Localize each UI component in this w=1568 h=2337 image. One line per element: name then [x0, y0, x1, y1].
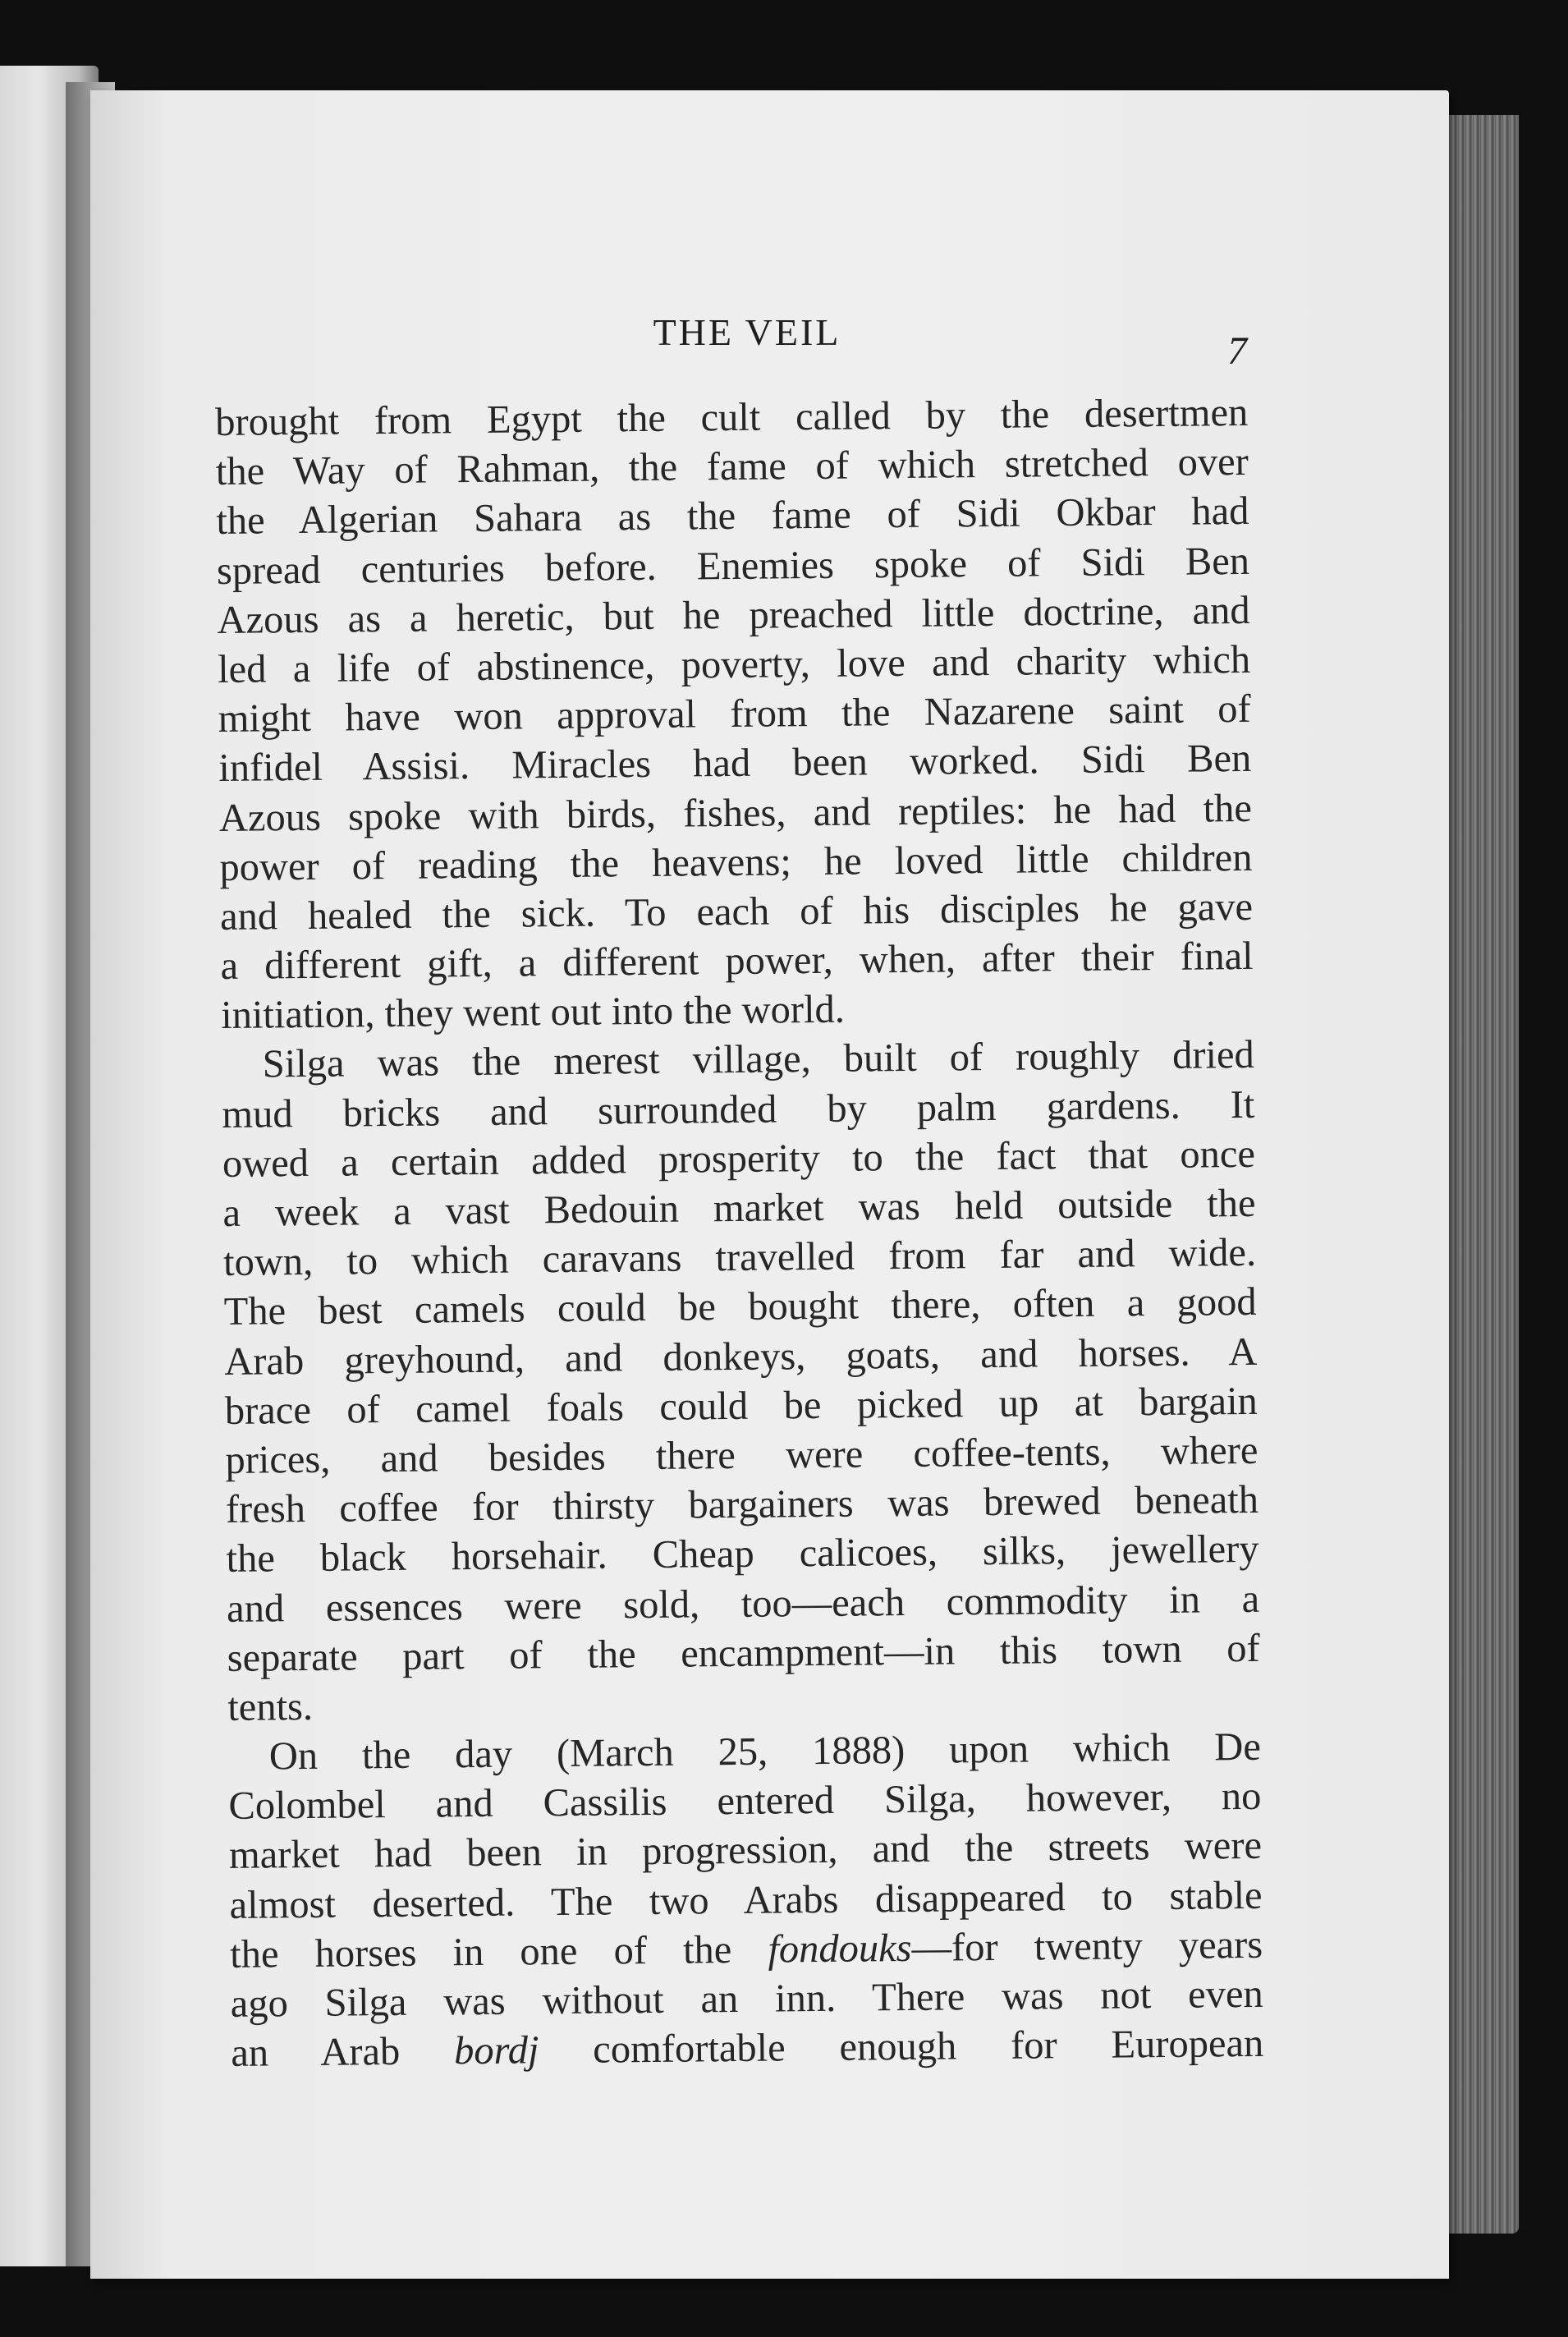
text-line: and healed the sick. To each of his disciples he gave — [219, 884, 1254, 939]
text-line: The best camels could be bought there, often a good — [223, 1280, 1257, 1334]
running-head: THE VEIL — [653, 311, 841, 353]
text-line: Colombel and Cassilis entered Silga, however, no — [228, 1775, 1262, 1829]
book-page — [90, 90, 1449, 2279]
italic-word: fondouks — [768, 1926, 912, 1972]
text-line: might have won approval from the Nazarene saint of — [218, 687, 1251, 742]
body-text — [215, 388, 1264, 2078]
italic-word: bordj — [453, 2028, 539, 2073]
text-line: brace of camel foals could be picked up at bargain — [224, 1379, 1259, 1433]
text-line: owed a certain added prosperity to the fact that once — [222, 1132, 1256, 1186]
text-line: ago Silga was without an inn. There was not even — [230, 1972, 1263, 2026]
text-line: mud bricks and surrounded by palm gardens. It — [222, 1082, 1255, 1136]
text-line: a week a vast Bedouin market was held outside the — [222, 1181, 1256, 1235]
text-segment: —for twenty years — [911, 1922, 1263, 1970]
text-line: the black horsehair. Cheap calicoes, silks, jewellery — [226, 1527, 1259, 1582]
text-line: market had been in progression, and the streets were — [228, 1824, 1263, 1878]
paragraph-3 — [228, 1723, 1264, 2078]
text-line: tents. — [227, 1684, 314, 1729]
text-line: prices, and besides there were coffee-tents, where — [225, 1428, 1259, 1482]
text-line: power of reading the heavens; he loved little children — [219, 835, 1253, 889]
text-segment: an Arab — [231, 2029, 455, 2076]
text-line: led a life of abstinence, poverty, love and charity which — [217, 637, 1251, 691]
text-line: separate part of the encampment—in this town of — [227, 1626, 1260, 1680]
text-line: spread centuries before. Enemies spoke of Sidi Ben — [216, 539, 1250, 593]
text-line: Silga was the merest village, built of roughly dried — [262, 1033, 1254, 1086]
page-number: 7 — [1227, 329, 1247, 373]
text-line: almost deserted. The two Arabs disappeared to stable — [229, 1873, 1263, 1927]
text-line: initiation, they went out into the world. — [220, 987, 846, 1038]
text-line: the Algerian Sahara as the fame of Sidi Okbar had — [216, 489, 1249, 544]
text-line: On the day (March 25, 1888) upon which De — [268, 1724, 1262, 1779]
text-line: Arab greyhound, and donkeys, goats, and horses. A — [224, 1329, 1258, 1384]
text-line: the Way of Rahman, the fame of which stretched over — [215, 440, 1249, 494]
text-line — [231, 2019, 1264, 2078]
text-line: Azous as a heretic, but he preached little doctrine, and — [217, 588, 1250, 642]
text-line: a different gift, a different power, when, after their final — [220, 934, 1254, 989]
text-segment: the horses in one of the — [229, 1927, 768, 1977]
paragraph-2 — [222, 1031, 1261, 1733]
text-line: infidel Assisi. Miracles had been worked. Sidi Ben — [218, 737, 1252, 791]
text-line: town, to which caravans travelled from far and wide. — [222, 1231, 1257, 1285]
text-line: brought from Egypt the cult called by the desertmen — [215, 390, 1249, 444]
paragraph-1 — [215, 388, 1254, 1040]
text-line: fresh coffee for thirsty bargainers was brewed beneath — [225, 1477, 1259, 1532]
text-line: and essences were sold, too—each commodity in a — [226, 1577, 1260, 1631]
text-line: Azous spoke with birds, fishes, and reptiles: he had the — [218, 786, 1253, 840]
text-segment: comfortable enough for European — [539, 2022, 1264, 2073]
